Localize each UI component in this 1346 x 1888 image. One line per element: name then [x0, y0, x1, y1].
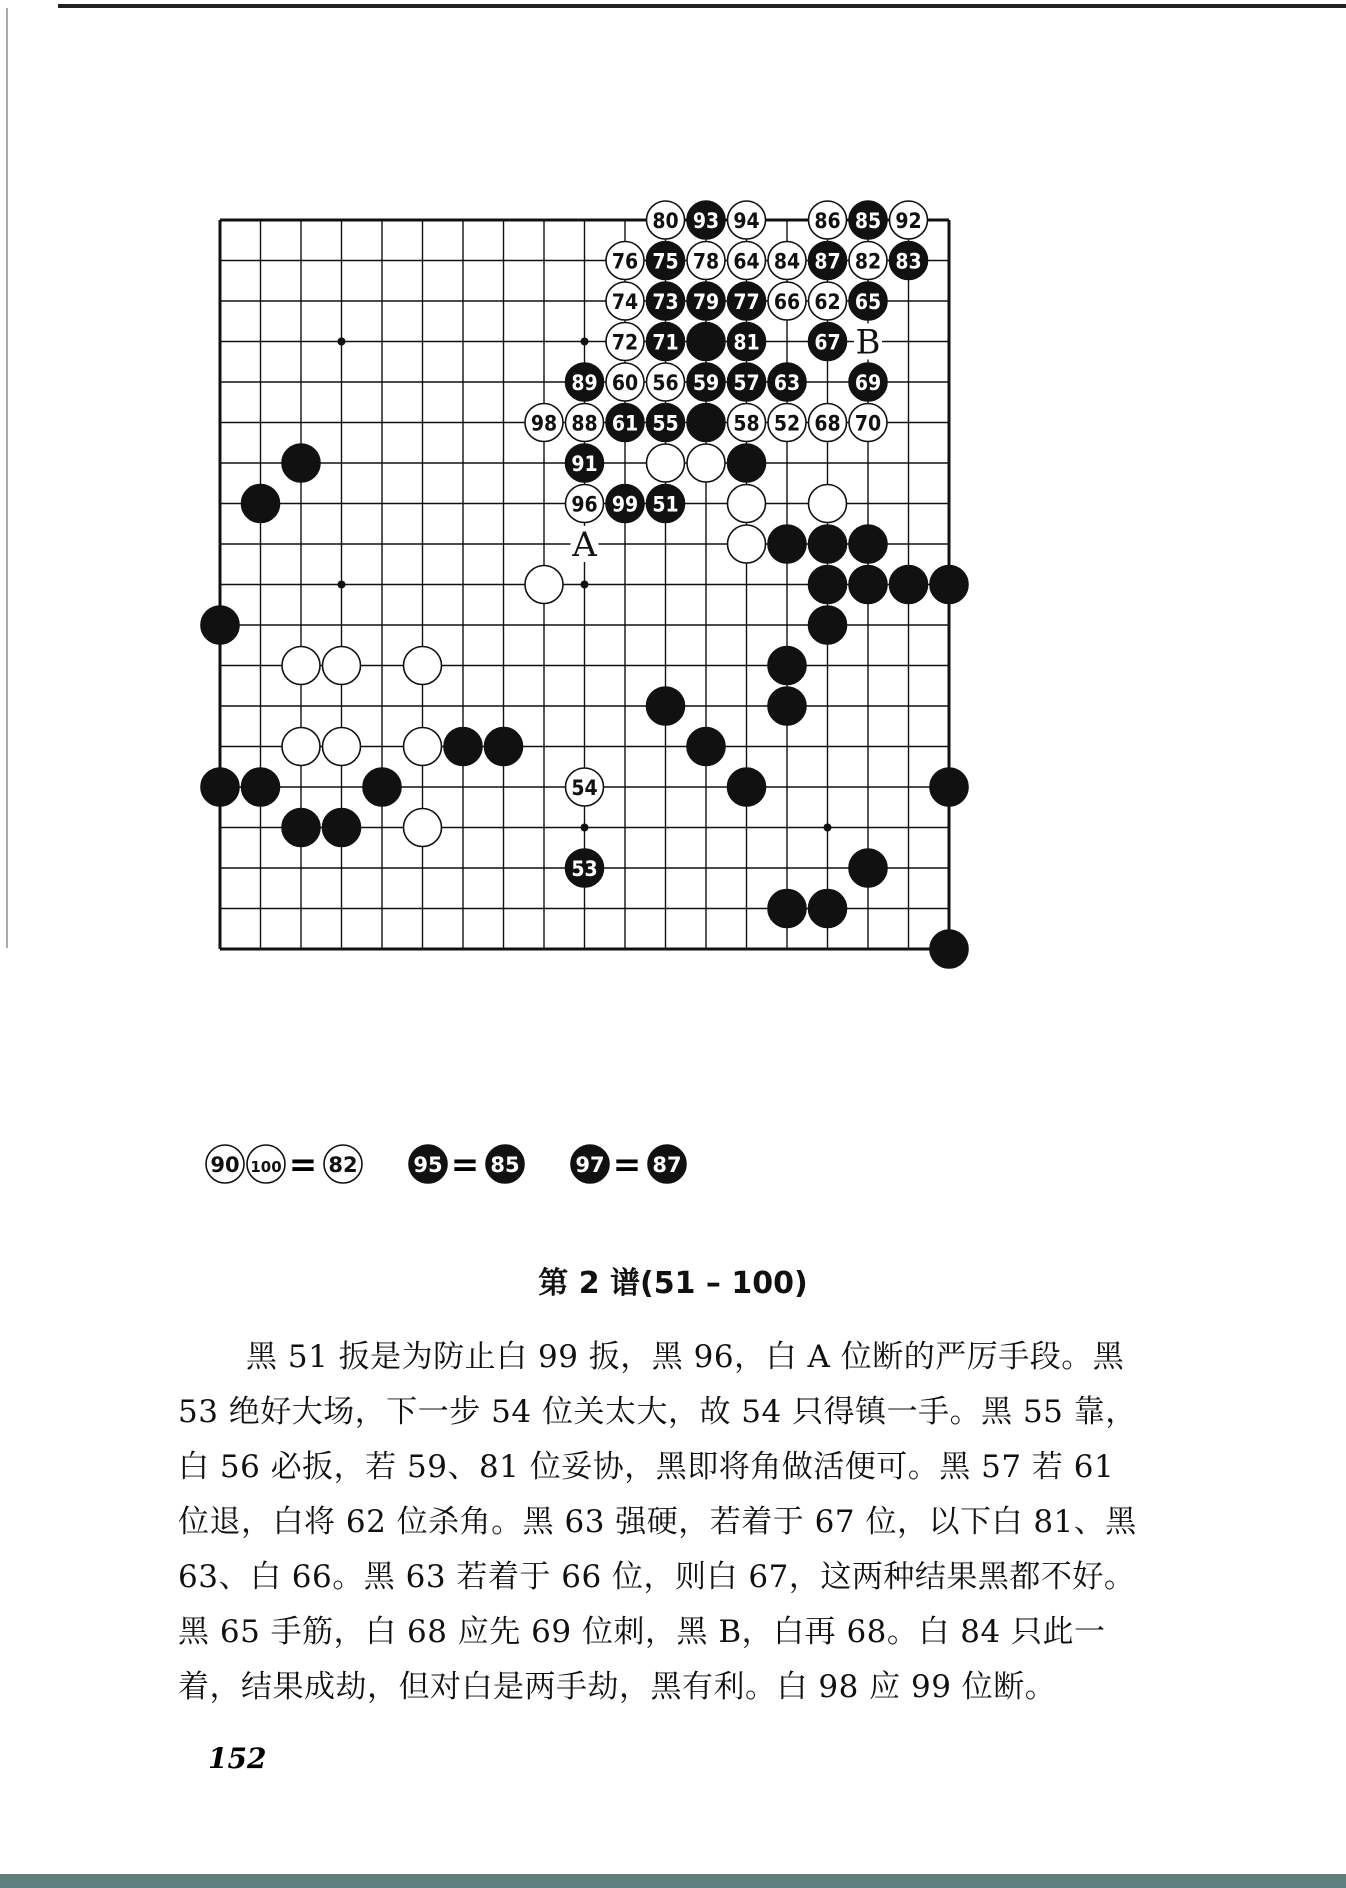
stone-number: 57 — [733, 371, 760, 395]
black-stone — [282, 809, 320, 847]
note-stone-number: 82 — [328, 1153, 358, 1177]
stone-number: 83 — [895, 249, 922, 274]
black-stone — [687, 323, 725, 361]
diagram-caption: 第 2 谱(51 – 100) — [538, 1266, 808, 1301]
note-stone-number: 90 — [210, 1153, 240, 1177]
equals-sign: = — [288, 1145, 318, 1185]
star-point — [581, 581, 589, 589]
stone-number: 76 — [611, 249, 639, 274]
star-point — [581, 338, 589, 346]
stone-number: 80 — [652, 209, 679, 233]
note-stone-number: 100 — [250, 1158, 282, 1176]
stone-number: 59 — [692, 371, 720, 395]
text-line: 63、白 66。黑 63 若着于 66 位，则白 67，这两种结果黑都不好。 — [178, 1559, 1136, 1595]
top-rule — [58, 4, 1346, 8]
black-stone — [849, 566, 887, 604]
star-point — [581, 824, 589, 832]
black-stone — [323, 809, 361, 847]
stone-number: 89 — [571, 371, 598, 395]
black-stone — [444, 728, 482, 766]
stone-number: 86 — [814, 209, 841, 233]
stone-number: 71 — [652, 330, 679, 355]
black-stone — [849, 525, 887, 563]
black-stone — [201, 606, 239, 644]
black-stone — [768, 647, 806, 685]
stone-number: 77 — [733, 290, 760, 314]
text-line: 黑 51 扳是为防止白 99 扳，黑 96，白 A 位断的严厉手段。黑 — [246, 1339, 1125, 1375]
star-point — [338, 338, 346, 346]
black-stone — [809, 890, 847, 928]
black-stone — [768, 687, 806, 725]
stone-number: 65 — [854, 290, 882, 314]
stone-number: 91 — [571, 452, 598, 476]
black-stone — [363, 768, 401, 806]
black-stone — [242, 768, 280, 806]
black-stone — [930, 930, 968, 968]
black-stone — [728, 768, 766, 806]
equivalence-notes — [200, 1134, 840, 1194]
stone-number: 94 — [733, 209, 760, 233]
note-stone-number: 87 — [652, 1153, 682, 1177]
stone-number: 68 — [814, 411, 841, 436]
stone-number: 81 — [733, 330, 760, 355]
black-stone — [809, 525, 847, 563]
left-edge — [6, 8, 8, 948]
stone-number: 96 — [571, 492, 598, 517]
black-stone — [930, 768, 968, 806]
stone-number: 82 — [854, 249, 882, 274]
stone-number: 92 — [895, 209, 922, 233]
stone-number: 55 — [652, 411, 679, 436]
stone-number: 52 — [773, 411, 801, 436]
stone-number: 98 — [530, 411, 558, 436]
stone-number: 85 — [854, 209, 882, 233]
white-stone — [282, 728, 320, 766]
stone-number: 99 — [611, 492, 639, 517]
stone-number: 75 — [652, 249, 679, 274]
white-stone — [809, 485, 847, 523]
stone-number: 58 — [733, 411, 760, 436]
note-stone-number: 85 — [490, 1153, 520, 1177]
white-stone — [687, 444, 725, 482]
black-stone — [890, 566, 928, 604]
stone-number: 78 — [692, 249, 720, 274]
text-line: 白 56 必扳，若 59、81 位妥协，黑即将角做活便可。黑 57 若 61 — [178, 1449, 1115, 1485]
position-label-B: B — [855, 322, 881, 363]
stone-number: 66 — [773, 290, 801, 314]
white-stone — [282, 647, 320, 685]
black-stone — [849, 849, 887, 887]
black-stone — [485, 728, 523, 766]
stone-number: 70 — [854, 411, 882, 436]
stone-number: 51 — [652, 492, 679, 517]
equals-sign: = — [450, 1145, 480, 1185]
stone-number: 61 — [611, 411, 639, 436]
black-stone — [768, 890, 806, 928]
white-stone — [404, 809, 442, 847]
star-point — [338, 581, 346, 589]
stone-number: 53 — [571, 857, 598, 881]
white-stone — [647, 444, 685, 482]
commentary-paragraph — [178, 1330, 1178, 1715]
stone-number: 93 — [692, 209, 720, 233]
white-stone — [323, 728, 361, 766]
black-stone — [242, 485, 280, 523]
text-line: 着，结果成劫，但对白是两手劫，黑有利。白 98 应 99 位断。 — [178, 1669, 1057, 1705]
stone-number: 63 — [773, 371, 801, 395]
viewer-frame-bottom — [0, 1874, 1346, 1888]
stone-number: 69 — [854, 371, 882, 395]
black-stone — [809, 606, 847, 644]
stone-number: 79 — [692, 290, 720, 314]
stone-number: 88 — [571, 411, 598, 436]
stone-number: 56 — [652, 371, 679, 395]
black-stone — [768, 525, 806, 563]
note-stone-number: 97 — [575, 1153, 605, 1177]
equals-sign: = — [612, 1145, 642, 1185]
black-stone — [687, 404, 725, 442]
page-number: 152 — [208, 1742, 267, 1775]
white-stone — [728, 525, 766, 563]
stone-number: 84 — [773, 249, 801, 274]
note-stone-number: 95 — [413, 1153, 443, 1177]
black-stone — [930, 566, 968, 604]
stone-number: 67 — [814, 330, 841, 355]
text-line: 位退，白将 62 位杀角。黑 63 强硬，若着于 67 位，以下白 81、黑 — [178, 1504, 1137, 1540]
text-line: 53 绝好大场，下一步 54 位关太大，故 54 只得镇一手。黑 55 靠， — [178, 1394, 1137, 1430]
stone-number: 87 — [814, 249, 841, 274]
stone-number: 54 — [571, 776, 598, 800]
stone-number: 73 — [652, 290, 679, 314]
stone-number: 72 — [611, 330, 639, 355]
black-stone — [687, 728, 725, 766]
black-stone — [282, 444, 320, 482]
white-stone — [404, 647, 442, 685]
go-board-diagram — [200, 190, 1150, 1120]
white-stone — [728, 485, 766, 523]
stone-number: 62 — [814, 290, 841, 314]
white-stone — [323, 647, 361, 685]
black-stone — [809, 566, 847, 604]
white-stone — [525, 566, 563, 604]
stone-number: 60 — [611, 371, 639, 395]
black-stone — [647, 687, 685, 725]
black-stone — [728, 444, 766, 482]
star-point — [824, 824, 832, 832]
stone-number: 64 — [733, 249, 760, 274]
text-line: 黑 65 手筋，白 68 应先 69 位刺，黑 B，白再 68。白 84 只此一 — [178, 1614, 1106, 1650]
white-stone — [404, 728, 442, 766]
black-stone — [201, 768, 239, 806]
position-label-A: A — [572, 525, 597, 565]
stone-number: 74 — [611, 290, 639, 314]
